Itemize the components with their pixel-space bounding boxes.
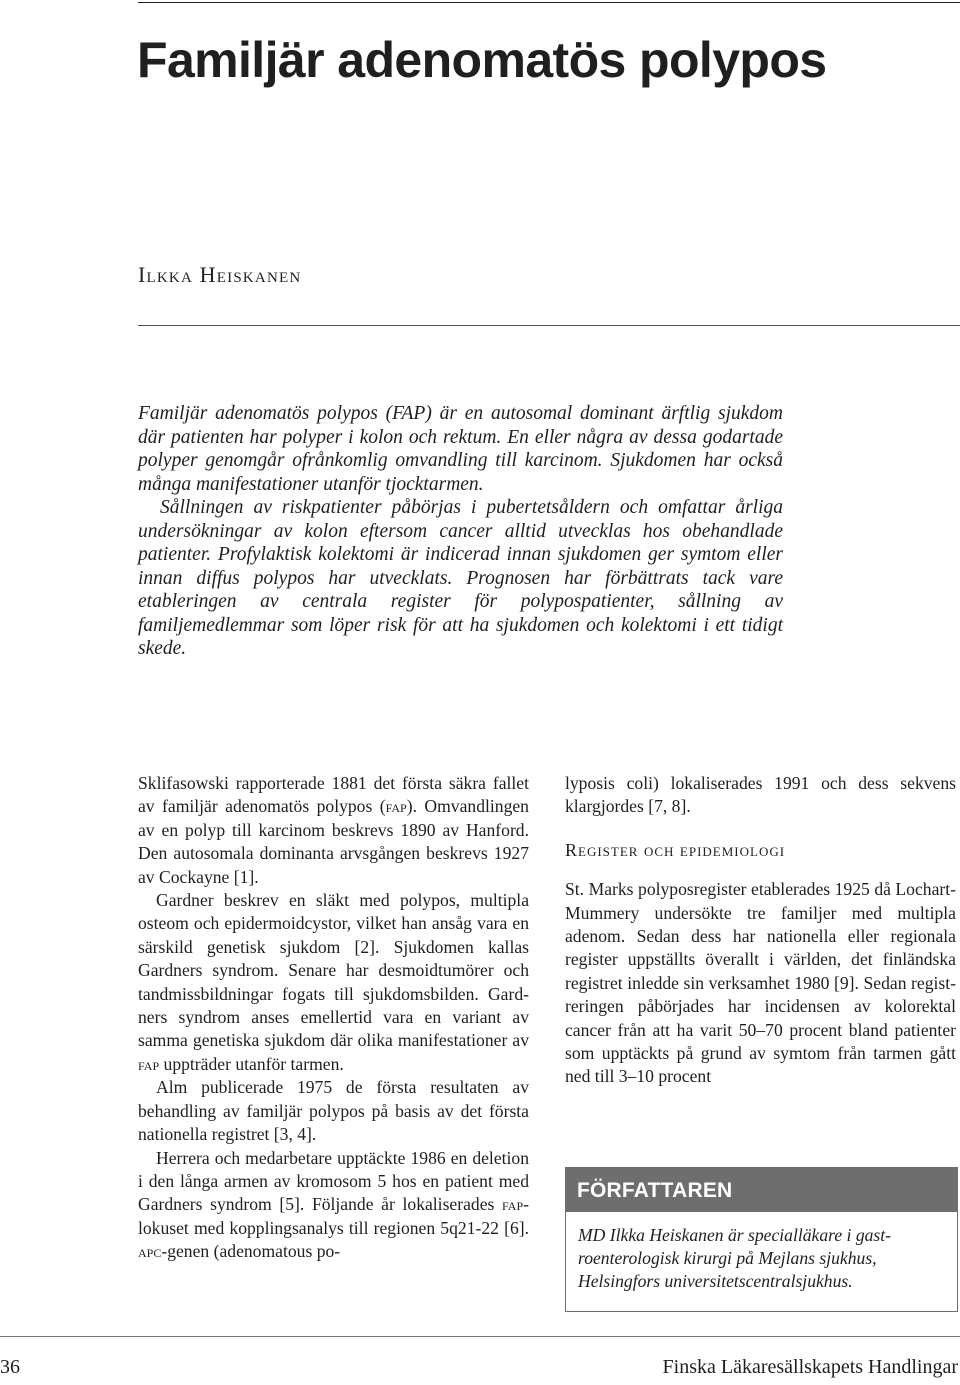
body-paragraph: Gardner beskrev en släkt med polypos, multipla osteom och epidermoidcystor, vilket han ansåg vara en särskild genetisk sjukdom [2]. Sjukdomen kallas Gardners syndrom. Senare har desmoidtumörer och tandmissbildningar fogats till sjukdomsbilden. Gardners syndrom anses emellertid vara en variant av samma genetiska sjukdom där olika manifestationer av fap uppträder utanför tarmen. [138, 890, 529, 1074]
author-divider [138, 325, 960, 326]
abstract-paragraph-2: Sållningen av riskpatienter påbörjas i pubertetsåldern och omfattar årliga undersökningar av kolon eftersom cancer alltid utvecklas hos obehandlade patienter. Profylaktisk kolektomi är indicerad innan sjukdomen ger symtom eller innan diffus polypos har utvecklats. Prognosen har förbättrats tack vare etableringen av centrala register för polypospatienter, sållning av familjemedlemmar som löper risk för att ha sjukdomen och kolektomi i ett tidigt skede. [138, 497, 783, 659]
abstract-paragraph-1: Familjär adenomatös polypos (FAP) är en autosomal dominant ärftlig sjukdom där patienten har polyper i kolon och rektum. En eller några av dessa godartade polyper genomgår ofrånkomlig omvandling till karcinom. Sjukdomen har också många manifestationer utanför tjocktarmen. [138, 403, 783, 495]
fap-abbreviation: fap [138, 1053, 160, 1074]
footer-rule [0, 1336, 960, 1337]
section-heading: Register och epidemiologi [565, 839, 786, 860]
body-column-left [138, 772, 529, 1264]
body-paragraph: Sklifasowski rapporterade 1881 det första säkra fallet av familjär adenomatös polypos (fap). Omvandlingen av en polyp till karcinom beskrevs 1890 av Hanford. Den autosomala dominanta arvsgången beskrevs 1927 av Cockayne [1]. [138, 773, 529, 887]
article-title: Familjär adenomatös polypos [137, 32, 827, 88]
author-info-box [565, 1167, 958, 1312]
body-paragraph: lyposis coli) lokaliserades 1991 och dess sekvens klargjordes [7, 8]. [565, 773, 956, 817]
author-box-heading: FÖRFATTAREN [565, 1167, 958, 1212]
author-box-text: MD Ilkka Heiskanen är specialläkare i gastroenterologisk kirurgi på Mejlans sjukhus, Helsingfors universitetscentralsjukhus. [565, 1212, 958, 1312]
top-rule [138, 2, 960, 3]
body-paragraph: St. Marks polyposregister etablerades 1925 då Lochart-Mummery undersökte tre familjer med multipla adenom. Sedan dess har nationella eller regionala register uppställts överallt i världen, det finländska registret inledde sin verksamhet 1980 [9]. Sedan registreringen påbörjades har incidensen av kolorektal cancer från att ha varit 50–70 procent bland patienter som upptäckts på grund av symtom från tarmen gått ned till 3–10 procent [565, 879, 956, 1087]
body-column-right [565, 772, 956, 1089]
page-number: 36 [0, 1356, 20, 1378]
abstract [138, 402, 783, 661]
journal-name: Finska Läkaresällskapets Handlingar [662, 1356, 958, 1378]
article-author: Ilkka Heiskanen [138, 262, 302, 287]
fap-abbreviation: fap [502, 1194, 524, 1215]
body-paragraph: Herrera och medarbetare upptäckte 1986 en deletion i den långa armen av kromosom 5 hos en patient med Gardners syndrom [5]. Följande år lokaliserades fap-lokuset med kopplingsanalys till regionen 5q21-22 [6]. apc-genen (adenomatous po- [138, 1147, 529, 1262]
apc-abbreviation: apc [138, 1241, 162, 1262]
body-paragraph: Alm publicerade 1975 de första resultaten av behandling av familjär polypos på basis av det första nationella registret [3, 4]. [138, 1077, 529, 1145]
fap-abbreviation: fap [385, 796, 407, 817]
